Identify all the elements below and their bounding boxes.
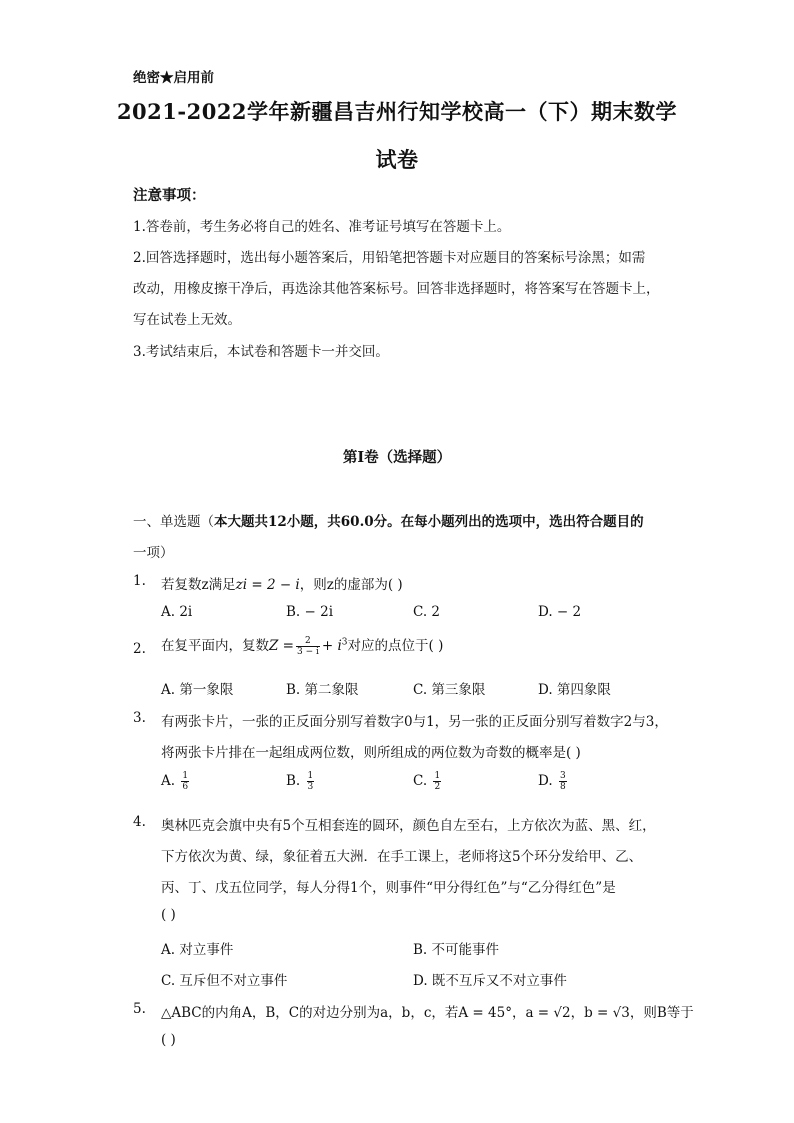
q2-lhs: Z = xyxy=(269,638,294,654)
note-item-1: 1.答卷前，考生务必将自己的姓名、准考证号填写在答题卡上。 xyxy=(133,219,511,235)
q2-exponent: 3 xyxy=(341,637,348,648)
q3-b-fraction xyxy=(307,771,315,792)
note-item-2-line1: 2.回答选择题时，选出每小题答案后，用铅笔把答题卡对应题目的答案标号涂黑；如需 xyxy=(133,250,646,266)
q1-stem-post: ，则z的虚部为( ) xyxy=(299,577,403,593)
q2-expr: + i xyxy=(321,638,342,654)
q2-number: 2. xyxy=(133,641,146,657)
q3-stem-line1: 有两张卡片，一张的正反面分别写着数字0与1，另一张的正反面分别写着数字2与3， xyxy=(161,714,668,730)
q2-option-a[interactable]: A. 第一象限 xyxy=(161,682,234,698)
q2-option-c[interactable]: C. 第三象限 xyxy=(413,682,486,698)
q3-c-label: C. xyxy=(413,773,428,789)
q3-option-a[interactable] xyxy=(161,771,191,792)
q3-b-den: 3 xyxy=(307,782,314,792)
part-heading-bold: 本大题共12小题，共60.0分。在每小题列出的选项中，选出符合题目的 xyxy=(214,514,644,530)
q4-option-d[interactable]: D. 既不互斥又不对立事件 xyxy=(413,973,567,989)
q4-stem-line4: ( ) xyxy=(161,907,176,923)
q1-option-d[interactable]: D. − 2 xyxy=(538,604,582,620)
q5-number: 5. xyxy=(133,1001,146,1017)
section-title: 第I卷（选择题） xyxy=(342,449,452,466)
q2-stem-pre: 在复平面内，复数 xyxy=(161,638,269,654)
q3-d-label: D. xyxy=(538,773,553,789)
q3-b-label: B. xyxy=(286,773,301,789)
q2-frac-denominator: 3 − i xyxy=(296,647,319,657)
q3-a-label: A. xyxy=(161,773,176,789)
q4-stem-line2: 下方依次为黄、绿，象征着五大洲．在手工课上，老师将这5个环分发给甲、乙、 xyxy=(161,849,643,865)
q4-option-b[interactable]: B. 不可能事件 xyxy=(413,942,500,958)
q5-stem-line2: ( ) xyxy=(161,1032,176,1048)
q3-d-fraction xyxy=(559,771,567,792)
q3-c-den: 2 xyxy=(434,782,441,792)
q2-fraction xyxy=(296,636,320,657)
q3-option-d[interactable] xyxy=(538,771,569,792)
q3-a-num: 1 xyxy=(182,771,189,781)
q3-option-c[interactable] xyxy=(413,771,443,792)
q4-option-a[interactable]: A. 对立事件 xyxy=(161,942,234,958)
part-heading-prefix: 一、单选题（ xyxy=(133,514,214,530)
q3-c-fraction xyxy=(433,771,441,792)
note-item-3: 3.考试结束后，本试卷和答题卡一并交回。 xyxy=(133,344,389,360)
q1-stem-pre: 若复数z满足 xyxy=(161,577,236,593)
q3-d-num: 3 xyxy=(559,771,566,781)
part-heading-line2: 一项） xyxy=(133,545,174,561)
note-item-2-line3: 写在试卷上无效。 xyxy=(133,312,241,328)
secret-label: 绝密★启用前 xyxy=(133,70,214,86)
q3-c-num: 1 xyxy=(434,771,441,781)
q4-option-c[interactable]: C. 互斥但不对立事件 xyxy=(161,973,288,989)
q3-option-b[interactable] xyxy=(286,771,316,792)
q5-stem-line1: △ABC的内角A，B，C的对边分别为a，b，c，若A = 45°，a = √2，b = √3，则B等于 xyxy=(161,1005,694,1021)
q2-stem-post: 对应的点位于( ) xyxy=(347,638,444,654)
q3-number: 3. xyxy=(133,710,146,726)
part-heading-line1 xyxy=(133,510,644,530)
q2-option-b[interactable]: B. 第二象限 xyxy=(286,682,359,698)
q2-option-d[interactable]: D. 第四象限 xyxy=(538,682,611,698)
q1-option-b[interactable]: B. − 2i xyxy=(286,604,334,620)
q1-option-a[interactable]: A. 2i xyxy=(161,604,193,620)
q4-stem-line3: 丙、丁、戊五位同学，每人分得1个，则事件“甲分得红色”与“乙分得红色”是 xyxy=(161,880,616,896)
q1-option-c[interactable]: C. 2 xyxy=(413,604,441,620)
q2-stem xyxy=(161,634,443,657)
q4-number: 4. xyxy=(133,814,146,830)
q1-stem xyxy=(161,573,403,593)
q1-formula: zi = 2 − i xyxy=(235,577,300,593)
notes-heading: 注意事项： xyxy=(133,187,206,204)
q3-stem-line2: 将两张卡片排在一起组成两位数，则所组成的两位数为奇数的概率是( ) xyxy=(161,745,581,761)
q3-b-num: 1 xyxy=(307,771,314,781)
q3-a-den: 6 xyxy=(182,782,189,792)
note-item-2-line2: 改动，用橡皮擦干净后，再选涂其他答案标号。回答非选择题时，将答案写在答题卡上， xyxy=(133,281,660,297)
q2-frac-numerator: 2 xyxy=(296,636,320,647)
q1-number: 1. xyxy=(133,573,146,589)
exam-title-line1: 2021-2022学年新疆昌吉州行知学校高一（下）期末数学 xyxy=(116,99,678,124)
q3-a-fraction xyxy=(181,771,189,792)
q3-d-den: 8 xyxy=(559,782,566,792)
q4-stem-line1: 奥林匹克会旗中央有5个互相套连的圆环，颜色自左至右，上方依次为蓝、黑、红， xyxy=(161,818,656,834)
exam-title-line2: 试卷 xyxy=(375,147,419,172)
